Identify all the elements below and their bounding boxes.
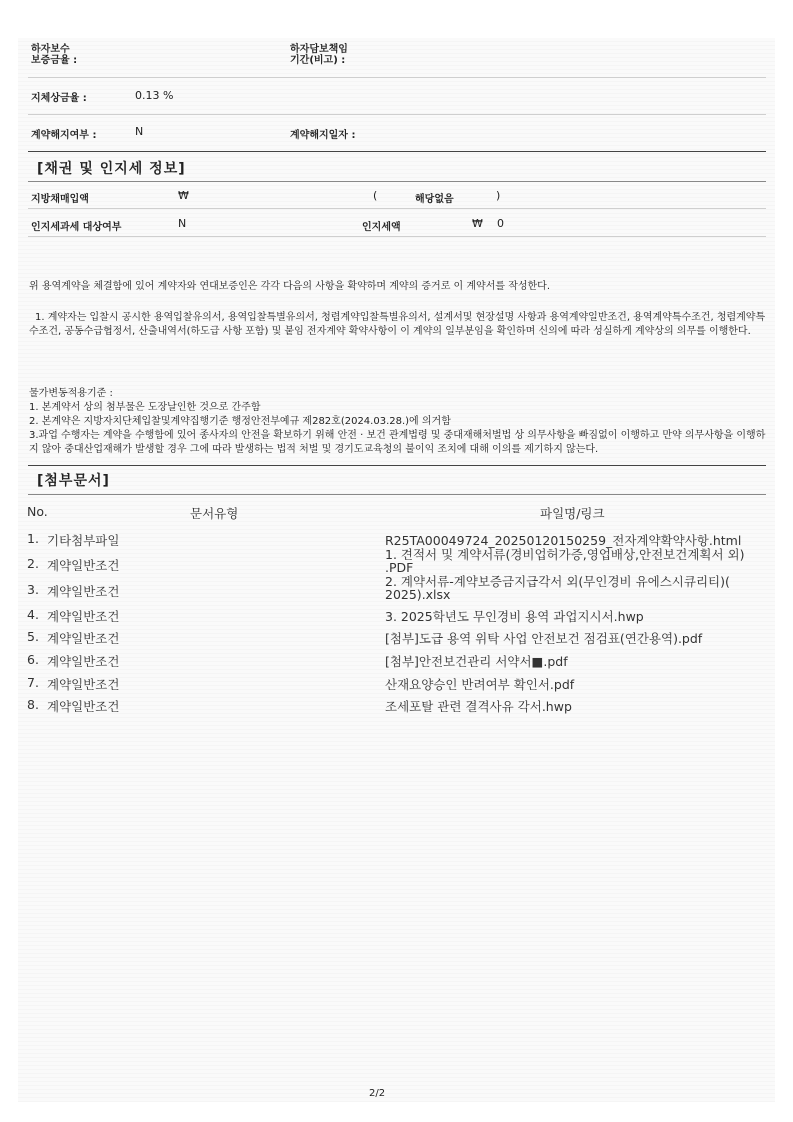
attachment-no: 8. xyxy=(27,697,39,712)
page-number: 2/2 xyxy=(369,1088,386,1099)
attachment-no: 3. xyxy=(27,582,39,597)
col-header-type: 문서유형 xyxy=(190,506,239,521)
attachment-type: 계약일반조건 xyxy=(47,631,120,646)
stamp-tax-label: 인지세액 xyxy=(362,222,401,233)
stamp-tax-value: 0 xyxy=(497,217,504,230)
attachment-file-link[interactable]: [첨부]도급 용역 위탁 사업 안전보건 점검표(연간용역).pdf xyxy=(385,631,703,646)
attachment-file-link[interactable]: 3. 2025학년도 무인경비 용역 과업지시서.hwp xyxy=(385,609,644,624)
divider xyxy=(28,181,766,182)
attachment-type: 계약일반조건 xyxy=(47,558,120,573)
divider xyxy=(28,114,766,115)
bond-currency: ₩ xyxy=(178,189,189,202)
divider xyxy=(28,236,766,237)
termination-value: N xyxy=(135,125,144,138)
attachment-file-link[interactable]: 2. 계약서류-계약보증금지급각서 외(무인경비 유에스시큐리티)( 2025).xlsx xyxy=(385,574,730,602)
liability-label: 하자담보책임 기간(비고) : xyxy=(290,44,348,66)
price-title: 물가변동적용기준 : xyxy=(29,388,113,399)
intro-paragraph: 위 용역계약을 체결함에 있어 계약자와 연대보증인은 각각 다음의 사항을 확약하며 계약의 증거로 이 계약서를 작성한다. xyxy=(29,281,551,292)
price-item-2: 2. 본계약은 지방자치단체입찰및계약집행기준 행정안전부예규 제282호(2024.03.28.)에 의거함 xyxy=(29,416,451,427)
attachment-file-link[interactable]: 1. 견적서 및 계약서류(경비업허가증,영업배상,안전보건계획서 외) .PDF xyxy=(385,547,745,575)
stamp-target-value: N xyxy=(178,217,187,230)
price-item-1: 1. 본계약서 상의 첨부물은 도장날인한 것으로 간주함 xyxy=(29,402,261,413)
attachment-type: 계약일반조건 xyxy=(47,609,120,624)
attachment-type: 기타첨부파일 xyxy=(47,533,120,548)
attachment-file-link[interactable]: 조세포탈 관련 결격사유 각서.hwp xyxy=(385,699,572,714)
price-item-3: 3.과업 수행자는 계약을 수행함에 있어 종사자의 안전을 확보하기 위해 안전 · 보건 관계법령 및 중대재해처벌법 상 의무사항을 빠짐없이 이행하고 만약 의무사항을 이행하지 않아 중대산업재해가 발생할 경우 그에 따라 발생하는 법적 처벌 및 경기도교육청의 불이익 조치에 대해 이의를 제기하지 않는다. xyxy=(29,430,766,455)
attachment-no: 7. xyxy=(27,675,39,690)
stamp-target-label: 인지세과세 대상여부 xyxy=(31,222,122,233)
divider xyxy=(28,151,766,152)
attachment-no: 1. xyxy=(27,531,39,546)
attachment-no: 4. xyxy=(27,607,39,622)
attachment-type: 계약일반조건 xyxy=(47,654,120,669)
divider xyxy=(28,208,766,209)
divider xyxy=(28,494,766,495)
bond-note-open: ( xyxy=(373,189,378,202)
attachment-type: 계약일반조건 xyxy=(47,699,120,714)
col-header-file: 파일명/링크 xyxy=(540,506,605,521)
clause-1-paragraph: 1. 계약자는 입찰시 공시한 용역입찰유의서, 용역입찰특별유의서, 청렴계약입찰특별유의서, 설계서및 현장설명 사항과 용역계약일반조건, 용역계약특수조건, 청렴계약특수조건, 공동수급협정서, 산출내역서(하도급 사항 포함) 및 붙임 전자계약 확약사항이 이 계약의 일부분임을 확인하며 신의에 따라 성실하게 계약상의 의무를 이행한다. xyxy=(29,312,766,337)
stamp-tax-currency: ₩ xyxy=(472,217,483,230)
bond-note: 해당없음 xyxy=(415,194,454,205)
attachment-no: 6. xyxy=(27,652,39,667)
attachment-file-link[interactable]: R25TA00049724_20250120150259_전자계약확약사항.html xyxy=(385,533,742,548)
bond-purchase-label: 지방채매입액 xyxy=(31,194,89,205)
bond-note-close: ) xyxy=(496,189,501,202)
delay-rate-label: 지체상금율 : xyxy=(31,93,87,104)
warranty-label: 하자보수 보증금율 : xyxy=(31,44,78,66)
attachments-title: [첨부문서] xyxy=(37,473,110,489)
attachment-file-link[interactable]: [첨부]안전보건관리 서약서■.pdf xyxy=(385,654,568,669)
attachment-file-link[interactable]: 산재요양승인 반려여부 확인서.pdf xyxy=(385,677,575,692)
delay-rate-value: 0.13 % xyxy=(135,89,174,102)
attachment-type: 계약일반조건 xyxy=(47,584,120,599)
divider xyxy=(28,465,766,466)
bond-section-title: [채권 및 인지세 정보] xyxy=(37,161,186,177)
divider xyxy=(28,77,766,78)
attachment-type: 계약일반조건 xyxy=(47,677,120,692)
attachment-no: 5. xyxy=(27,629,39,644)
termination-label: 계약해지여부 : xyxy=(31,130,97,141)
col-header-no: No. xyxy=(27,504,48,519)
termination-date-label: 계약해지일자 : xyxy=(290,130,356,141)
attachment-no: 2. xyxy=(27,556,39,571)
